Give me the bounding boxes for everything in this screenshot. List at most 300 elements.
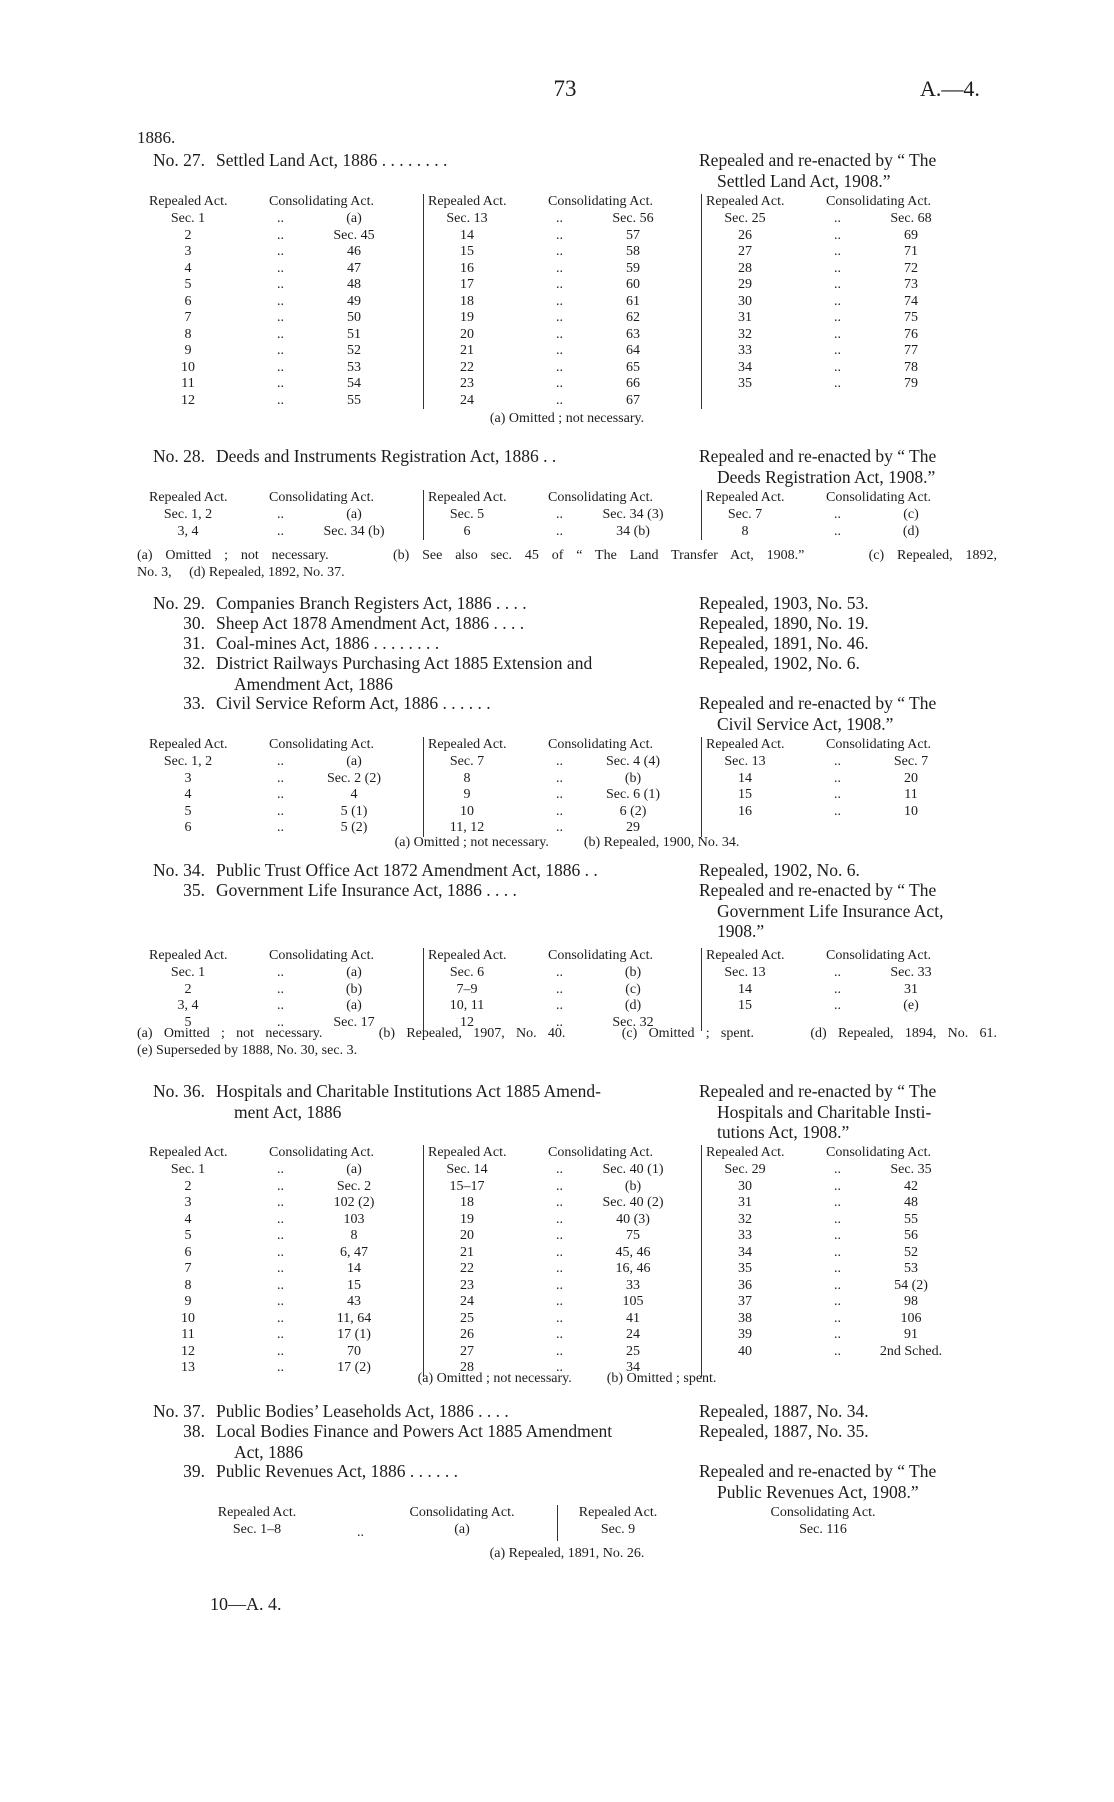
repealed-section: 2: [184, 981, 192, 997]
table-row: [145, 507, 425, 524]
consolidating-section: 75: [626, 1228, 640, 1243]
table-row: [424, 277, 704, 294]
repeal-table-group: [701, 737, 982, 837]
act-number: No. 28.: [152, 446, 205, 466]
repealed-act-header: Repealed Act.: [706, 194, 785, 209]
table-row: [424, 360, 704, 377]
repealed-section: 32: [738, 1211, 752, 1227]
consolidating-section: 59: [626, 260, 640, 276]
table-row: [424, 1179, 704, 1196]
repealed-section: Sec. 1: [170, 965, 206, 980]
table-header: [424, 737, 704, 754]
act-entry: [137, 613, 997, 635]
act-status-line: Government Life Insurance Act,: [717, 900, 944, 921]
table-row: [145, 261, 425, 278]
repealed-section: Sec. 1: [170, 211, 206, 226]
leader-dots: ..: [834, 343, 841, 358]
repeal-table-group: [701, 490, 982, 540]
repealed-section: 18: [460, 1195, 474, 1210]
footnote: (a) Omitted ; not necessary. (b) See also sec. 45 of “ The Land Transfer Act, 1908.” (c) Repealed, 1892,: [137, 548, 997, 563]
act-status: [699, 613, 999, 634]
leader-dots: ..: [556, 1178, 563, 1194]
repealed-section: 11: [181, 376, 195, 391]
consolidating-section: Sec. 7: [893, 754, 929, 769]
table-row: [424, 393, 704, 410]
repealed-section: 32: [738, 326, 752, 342]
repealed-act-header: Repealed Act.: [428, 948, 507, 963]
leader-dots: ..: [277, 1294, 284, 1309]
leader-dots: ..: [556, 1294, 563, 1309]
act-status: [699, 1421, 999, 1442]
table-row: [702, 1195, 982, 1212]
consolidating-act-header: Consolidating Act.: [409, 1505, 515, 1520]
table-row: [145, 965, 425, 982]
table-header: [145, 1145, 425, 1162]
leader-dots: ..: [277, 803, 284, 819]
act-status-line: Civil Service Act, 1908.”: [717, 713, 894, 734]
footnote: (a) Omitted ; not necessary. (b) Repealed, 1900, No. 34.: [394, 835, 740, 850]
consolidating-section: 98: [904, 1294, 918, 1309]
consolidating-section: 77: [904, 343, 918, 358]
consolidating-section: 14: [347, 1261, 361, 1276]
consolidating-section: 31: [904, 981, 918, 997]
table-row: [424, 310, 704, 327]
repealed-section: 21: [460, 343, 474, 358]
repealed-act-header: Repealed Act.: [578, 1505, 658, 1520]
act-title: Public Revenues Act, 1886 . . . . . .: [216, 1461, 459, 1481]
table-header: [145, 194, 425, 211]
table-header: [145, 737, 425, 754]
consolidating-section: 71: [904, 244, 918, 259]
footnote: (a) Repealed, 1891, No. 26.: [489, 1546, 645, 1561]
table-row: [702, 310, 982, 327]
act-entry: [137, 860, 997, 882]
leader-dots: ..: [277, 1178, 284, 1194]
act-status-line: Repealed and re-enacted by “ The: [699, 1081, 937, 1101]
act-title-line: District Railways Purchasing Act 1885 Extension and: [216, 653, 593, 673]
act-status-line: tutions Act, 1908.”: [717, 1122, 850, 1142]
table-row: [145, 1278, 425, 1295]
act-number: 30.: [183, 613, 205, 633]
table-row: [145, 1327, 425, 1344]
repealed-section: 5: [184, 277, 192, 292]
act-entry: [137, 693, 997, 734]
repealed-act-header: Repealed Act.: [149, 737, 228, 752]
act-status: [699, 653, 999, 674]
table-row: [145, 327, 425, 344]
act-title-line: Local Bodies Finance and Powers Act 1885 Amendment: [216, 1421, 613, 1441]
table-header: [702, 948, 982, 965]
table-row: [424, 261, 704, 278]
repealed-section: Sec. 13: [724, 754, 766, 769]
repealed-section: Sec. 1–8: [232, 1522, 282, 1537]
table-row: [702, 360, 982, 377]
table-row: [145, 1245, 425, 1262]
consolidating-section: 53: [347, 359, 361, 375]
leader-dots: ..: [357, 1525, 364, 1540]
leader-dots: ..: [556, 343, 563, 358]
leader-dots: ..: [277, 507, 284, 522]
leader-dots: ..: [277, 244, 284, 259]
consolidating-act-header: Consolidating Act.: [548, 737, 653, 752]
consolidating-section: (a): [346, 965, 362, 980]
leader-dots: ..: [277, 787, 284, 802]
consolidating-section: Sec. 116: [799, 1522, 847, 1537]
consolidating-section: 5 (1): [340, 803, 368, 819]
consolidating-act-header: Consolidating Act.: [548, 490, 653, 505]
repeal-table-group: [423, 948, 704, 1031]
repealed-section: 8: [741, 523, 749, 539]
act-entry: [137, 1401, 997, 1423]
act-status: [699, 1081, 999, 1143]
repealed-act-header: Repealed Act.: [149, 1145, 228, 1160]
act-entry: [137, 653, 997, 694]
repealed-act-header: Repealed Act.: [217, 1505, 297, 1520]
repealed-section: Sec. 1, 2: [163, 754, 213, 769]
act-status: [699, 150, 999, 191]
repealed-section: 38: [738, 1310, 752, 1326]
consolidating-section: Sec. 4 (4): [605, 754, 661, 769]
leader-dots: ..: [834, 1277, 841, 1293]
leader-dots: ..: [277, 392, 284, 408]
consolidating-section: 2nd Sched.: [879, 1343, 943, 1359]
consolidating-section: Sec. 68: [890, 211, 932, 226]
act-number: 33.: [183, 693, 205, 713]
consolidating-section: 76: [904, 326, 918, 342]
repealed-section: 20: [460, 326, 474, 342]
table-row: [145, 376, 425, 393]
consolidating-section: 34: [626, 1360, 640, 1375]
leader-dots: ..: [277, 1261, 284, 1276]
table-row: [145, 524, 425, 541]
consolidating-section: 50: [347, 310, 361, 325]
repealed-section: 14: [738, 770, 752, 786]
leader-dots: ..: [834, 787, 841, 802]
table-row: [424, 982, 704, 999]
table-row: [424, 376, 704, 393]
repeal-table-group: [145, 1145, 425, 1377]
table-row: [424, 1261, 704, 1278]
repealed-section: 15: [738, 998, 752, 1013]
consolidating-section: 55: [904, 1211, 918, 1227]
leader-dots: ..: [277, 277, 284, 292]
act-status-line: Repealed and re-enacted by “ The: [699, 150, 937, 170]
repealed-section: 10: [181, 1310, 195, 1326]
leader-dots: ..: [277, 1162, 284, 1177]
leader-dots: ..: [277, 981, 284, 997]
footnote: No. 3, (d) Repealed, 1892, No. 37.: [137, 565, 345, 580]
table-row: [145, 211, 425, 228]
repeal-table-group: [145, 490, 425, 540]
leader-dots: ..: [556, 1360, 563, 1375]
consolidating-section: 34 (b): [616, 523, 650, 539]
repealed-section: 12: [181, 392, 195, 408]
act-entry: [137, 1461, 997, 1502]
act-entry: [137, 1421, 997, 1462]
consolidating-section: (b): [624, 1178, 642, 1194]
leader-dots: ..: [834, 1261, 841, 1276]
consolidating-act-header: Consolidating Act.: [826, 490, 931, 505]
repealed-section: 4: [184, 260, 192, 276]
consolidating-section: 43: [347, 1294, 361, 1309]
repeal-table-group: [423, 194, 704, 409]
consolidating-section: 66: [626, 376, 640, 391]
consolidating-section: 40 (3): [616, 1211, 650, 1227]
leader-dots: ..: [556, 326, 563, 342]
table-row: [424, 771, 704, 788]
act-title-line: Act, 1886: [234, 1441, 304, 1462]
repealed-act-header: Repealed Act.: [428, 490, 507, 505]
table-row: [424, 244, 704, 261]
leader-dots: ..: [277, 998, 284, 1013]
leader-dots: ..: [834, 803, 841, 819]
act-title-line: Amendment Act, 1886: [234, 673, 393, 694]
act-status: [699, 593, 999, 614]
consolidating-section: 70: [347, 1343, 361, 1359]
table-row: [145, 982, 425, 999]
act-status-line: Repealed, 1902, No. 6.: [699, 653, 860, 673]
leader-dots: ..: [556, 1162, 563, 1177]
repealed-section: 14: [460, 227, 474, 243]
repealed-section: 5: [184, 803, 192, 819]
table-row: [702, 1278, 982, 1295]
repealed-section: 35: [738, 1261, 752, 1276]
leader-dots: ..: [556, 787, 563, 802]
consolidating-section: 63: [626, 326, 640, 342]
consolidating-act-header: Consolidating Act.: [826, 1145, 931, 1160]
repealed-act-header: Repealed Act.: [149, 490, 228, 505]
repealed-section: 31: [738, 310, 752, 325]
act-title: Public Trust Office Act 1872 Amendment Act, 1886 . .: [216, 860, 598, 880]
table-header: [702, 1145, 982, 1162]
repealed-section: 3, 4: [177, 998, 199, 1013]
consolidating-section: 64: [626, 343, 640, 358]
repealed-section: 25: [460, 1310, 474, 1326]
repealed-section: Sec. 6: [449, 965, 485, 980]
table-row: [145, 1195, 425, 1212]
act-status: [699, 880, 999, 942]
table-row: [702, 787, 982, 804]
consolidating-section: 48: [347, 277, 361, 292]
consolidating-section: (c): [903, 507, 919, 522]
act-status: [699, 693, 999, 734]
leader-dots: ..: [277, 211, 284, 226]
table-row: [702, 1212, 982, 1229]
repealed-section: 7–9: [456, 981, 478, 997]
leader-dots: ..: [556, 277, 563, 292]
table-header: [145, 948, 425, 965]
table-header: [145, 490, 425, 507]
act-number: No. 27.: [152, 150, 205, 170]
act-number: No. 29.: [152, 593, 205, 613]
leader-dots: ..: [556, 260, 563, 276]
consolidating-section: 72: [904, 260, 918, 276]
consolidating-section: 55: [347, 392, 361, 408]
repealed-section: 6: [184, 1244, 192, 1260]
footnote: (a) Omitted ; not necessary. (b) Repealed, 1907, No. 40. (c) Omitted ; spent. (d) Repealed, 1894, No. 61.: [137, 1026, 997, 1041]
table-row: [424, 1278, 704, 1295]
table-row: [145, 1162, 425, 1179]
repealed-act-header: Repealed Act.: [149, 948, 228, 963]
act-status: [699, 1401, 999, 1422]
consolidating-section: Sec. 40 (2): [602, 1195, 664, 1210]
consolidating-section: 54: [347, 376, 361, 391]
repealed-section: 22: [460, 1261, 474, 1276]
consolidating-section: 45, 46: [615, 1244, 651, 1260]
repeal-table-group: [423, 1145, 704, 1377]
repealed-act-header: Repealed Act.: [428, 737, 507, 752]
consolidating-act-header: Consolidating Act.: [826, 194, 931, 209]
leader-dots: ..: [556, 392, 563, 408]
repeal-table-group: [701, 1145, 982, 1377]
leader-dots: ..: [834, 770, 841, 786]
act-status-line: Repealed, 1887, No. 34.: [699, 1401, 869, 1421]
table-header: [702, 194, 982, 211]
consolidating-section: (a): [346, 754, 362, 769]
consolidating-act-header: Consolidating Act.: [548, 948, 653, 963]
consolidating-act-header: Consolidating Act.: [269, 194, 374, 209]
table-row: [702, 228, 982, 245]
repealed-section: 19: [460, 1211, 474, 1227]
consolidating-section: 57: [626, 227, 640, 243]
repealed-section: 28: [738, 260, 752, 276]
leader-dots: ..: [834, 310, 841, 325]
table-row: [145, 343, 425, 360]
leader-dots: ..: [834, 523, 841, 539]
leader-dots: ..: [277, 293, 284, 309]
repealed-section: 8: [184, 326, 192, 342]
act-status-line: Repealed and re-enacted by “ The: [699, 1461, 937, 1481]
repealed-section: 3: [184, 1195, 192, 1210]
consolidating-section: 60: [626, 277, 640, 292]
repealed-section: 15: [460, 244, 474, 259]
footnote: (a) Omitted ; not necessary.: [489, 411, 645, 426]
repealed-section: 7: [184, 310, 192, 325]
repealed-section: 5: [184, 1014, 192, 1030]
act-title: Sheep Act 1878 Amendment Act, 1886 . . . .: [216, 613, 525, 633]
leader-dots: ..: [834, 376, 841, 391]
repealed-section: 24: [460, 392, 474, 408]
leader-dots: ..: [277, 1228, 284, 1243]
leader-dots: ..: [834, 326, 841, 342]
consolidating-section: 58: [626, 244, 640, 259]
act-entry: [137, 1081, 997, 1142]
act-status-line: Settled Land Act, 1908.”: [717, 170, 891, 191]
act-status-line: Hospitals and Charitable Insti-: [717, 1101, 932, 1122]
repealed-section: 27: [460, 1343, 474, 1359]
leader-dots: ..: [277, 359, 284, 375]
repeal-table-group: [197, 1505, 557, 1541]
leader-dots: ..: [277, 326, 284, 342]
act-number: 35.: [183, 880, 205, 900]
leader-dots: ..: [834, 359, 841, 375]
consolidating-act-header: Consolidating Act.: [770, 1505, 876, 1520]
leader-dots: ..: [834, 1310, 841, 1326]
table-row: [145, 804, 425, 821]
leader-dots: ..: [277, 376, 284, 391]
act-number: No. 34.: [152, 860, 205, 880]
table-row: [145, 1344, 425, 1361]
act-title: Government Life Insurance Act, 1886 . . . .: [216, 880, 517, 900]
leader-dots: ..: [277, 260, 284, 276]
act-status-line: Repealed, 1891, No. 46.: [699, 633, 869, 653]
leader-dots: ..: [834, 227, 841, 243]
consolidating-section: 41: [626, 1310, 640, 1326]
leader-dots: ..: [834, 1211, 841, 1227]
consolidating-section: 75: [904, 310, 918, 325]
leader-dots: ..: [277, 820, 284, 835]
footnote: (e) Superseded by 1888, No. 30, sec. 3.: [137, 1043, 358, 1058]
table-row: [702, 1261, 982, 1278]
repealed-section: 12: [460, 1014, 474, 1030]
repealed-section: 15–17: [449, 1178, 485, 1194]
leader-dots: ..: [556, 1014, 563, 1030]
act-title-line: Hospitals and Charitable Institutions Act 1885 Amend-: [216, 1081, 601, 1101]
consolidating-section: (e): [903, 998, 919, 1013]
leader-dots: ..: [834, 260, 841, 276]
leader-dots: ..: [834, 965, 841, 980]
repealed-section: 27: [738, 244, 752, 259]
act-status-line: Repealed, 1903, No. 53.: [699, 593, 869, 613]
consolidating-section: Sec. 2 (2): [326, 770, 382, 786]
repealed-act-header: Repealed Act.: [149, 194, 228, 209]
repealed-section: 5: [184, 1228, 192, 1243]
document-reference: A.—4.: [920, 76, 980, 101]
consolidating-section: 11, 64: [336, 1310, 372, 1326]
leader-dots: ..: [277, 754, 284, 769]
act-title: [216, 1081, 692, 1122]
table-row: [424, 327, 704, 344]
repealed-section: 34: [738, 359, 752, 375]
act-status-line: 1908.”: [717, 921, 765, 941]
repealed-section: 39: [738, 1327, 752, 1342]
table-row: [424, 1311, 704, 1328]
table-row: [702, 211, 982, 228]
act-number: 38.: [183, 1421, 205, 1441]
table-row: [702, 507, 982, 524]
repealed-section: 28: [460, 1360, 474, 1375]
leader-dots: ..: [277, 1277, 284, 1293]
leader-dots: ..: [556, 1277, 563, 1293]
leader-dots: ..: [556, 1343, 563, 1359]
leader-dots: ..: [834, 507, 841, 522]
act-status-line: Repealed, 1890, No. 19.: [699, 613, 869, 633]
table-row: [702, 982, 982, 999]
repealed-section: 19: [460, 310, 474, 325]
leader-dots: ..: [556, 1261, 563, 1276]
table-row: [702, 524, 982, 541]
act-number: No. 36.: [152, 1081, 205, 1101]
table-row: [145, 998, 425, 1015]
repealed-section: 16: [738, 803, 752, 819]
leader-dots: ..: [556, 965, 563, 980]
leader-dots: ..: [556, 211, 563, 226]
consolidating-section: 78: [904, 359, 918, 375]
leader-dots: ..: [556, 1244, 563, 1260]
consolidating-section: 106: [900, 1310, 922, 1326]
leader-dots: ..: [556, 293, 563, 309]
repealed-section: Sec. 14: [446, 1162, 488, 1177]
repeal-table-group: [423, 490, 704, 540]
consolidating-section: 6 (2): [619, 803, 647, 819]
leader-dots: ..: [834, 1178, 841, 1194]
repealed-section: 4: [184, 787, 192, 802]
leader-dots: ..: [277, 1211, 284, 1227]
table-row: [145, 244, 425, 261]
leader-dots: ..: [834, 1162, 841, 1177]
table-row: [424, 1162, 704, 1179]
repealed-act-header: Repealed Act.: [706, 490, 785, 505]
